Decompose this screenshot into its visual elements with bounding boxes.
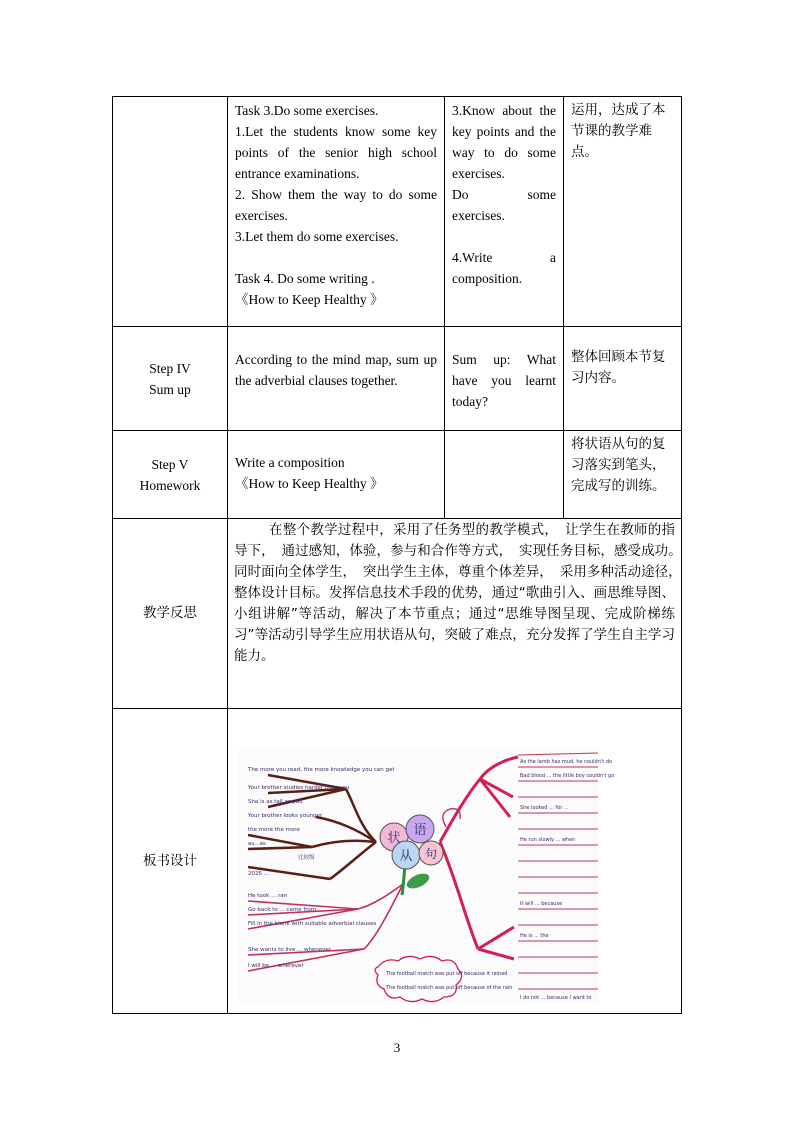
teacher-line: Task 4. Do some writing .: [235, 271, 375, 286]
teacher-line: 2. Show them the way to do some exercises.: [235, 187, 437, 223]
student-activity-cell: Sum up: What have you learnt today?: [445, 327, 564, 431]
purpose-cell: 运用，达成了本节课的教学难点。: [564, 97, 682, 327]
left-note: The more you read, the more knowledge you can get: [248, 767, 395, 773]
left-note: Fill in the blank with suitable adverbial clauses: [248, 921, 377, 927]
right-note: It will ... because: [520, 901, 563, 907]
left-note: Your brother looks younger: [248, 813, 323, 819]
step-cell: [113, 327, 228, 431]
purpose-cell: 整体回顾本节复习内容。: [564, 327, 682, 431]
right-note: He run slowly ... when: [520, 837, 576, 843]
student-line: 4.Write a composition.: [452, 250, 556, 286]
right-note: As the lamb has mud, he couldn't do: [520, 759, 613, 765]
right-note: She looked ... for ...: [520, 805, 569, 811]
left-note: 比较级: [298, 855, 315, 861]
table-row: [113, 519, 682, 709]
center-char: 语: [413, 823, 427, 838]
student-line: Do some exercises.: [452, 187, 556, 223]
left-note: She wants to live ... whenever: [248, 947, 332, 953]
reflection-text: 在整个教学过程中，采用了任务型的教学模式， 让学生在教师的指导下， 通过感知，体验，参与和合作等方式， 实现任务目标，感受成功。 同时面向全体学生， 突出学生主体，尊重个体差异， 采用多种活动途径， 整体设计目标。发挥信息技术手段的优势，通过“歌曲引入、画思维导图、小组讲解”等活动，解决了本节重点；通过“思维导图呈现、完成阶梯练习”等活动引导学生应用状语从句，突破了难点，充分发挥了学生自主学习能力。: [228, 519, 682, 709]
student-line: 3.Know about the key points and the way to do some exercises.: [452, 103, 556, 181]
teacher-line: 《How to Keep Healthy 》: [235, 476, 384, 491]
teacher-line: Task 3.Do some exercises.: [235, 103, 379, 118]
left-note: Your brother studies harder than you: [248, 785, 350, 791]
mind-map-image: [228, 709, 680, 1012]
teacher-line: Write a composition: [235, 455, 345, 470]
right-note: I do not ... because I want to: [520, 995, 592, 1001]
table-row: [113, 327, 682, 431]
right-note: Bad blood ... the little boy couldn't go: [520, 773, 615, 779]
teacher-line: 1.Let the students know some key points of the senior high school entrance examinations.: [235, 124, 437, 181]
student-activity-cell: [445, 431, 564, 519]
student-activity-cell: [445, 97, 564, 327]
teacher-activity-cell: [228, 97, 445, 327]
left-note: I will be ... wherever: [248, 963, 304, 969]
page-number: 3: [393, 1040, 401, 1055]
center-char: 状: [387, 831, 401, 846]
teacher-line: 《How to Keep Healthy 》: [235, 292, 384, 307]
table-row: [113, 431, 682, 519]
step-label: Sum up: [149, 381, 191, 397]
table-row: [113, 97, 682, 327]
left-note: as...as: [248, 841, 266, 847]
teacher-line: 3.Let them do some exercises.: [235, 229, 399, 244]
step-label: Homework: [139, 477, 201, 493]
teacher-activity-cell: [228, 431, 445, 519]
right-note: The football match was put off because it rained: [386, 971, 508, 977]
left-note: He took ... ran: [248, 893, 288, 899]
step-label: Step IV: [149, 360, 191, 376]
board-design-label: 板书设计: [113, 709, 228, 1014]
left-note: the more the more: [248, 827, 300, 833]
center-char: 句: [424, 847, 438, 861]
left-note: She is as tall as you: [248, 799, 303, 805]
purpose-cell: 将状语从句的复习落实到笔头，完成写的训练。: [564, 431, 682, 519]
table-row: [113, 709, 682, 1014]
right-note: He is ... the: [520, 933, 549, 939]
board-design-cell: [228, 709, 682, 1014]
right-note: The football match was put off because of the rain: [386, 985, 513, 991]
teacher-activity-cell: According to the mind map, sum up the adverbial clauses together.: [228, 327, 445, 431]
step-cell: [113, 431, 228, 519]
step-label: Step V: [151, 456, 189, 472]
reflection-label: 教学反思: [113, 519, 228, 709]
left-note: 2025 ...: [248, 871, 269, 877]
center-char: 从: [399, 849, 413, 864]
lesson-plan-table: [112, 96, 689, 1014]
left-note: Go back to ... came from: [248, 907, 317, 913]
step-cell: [113, 97, 228, 327]
